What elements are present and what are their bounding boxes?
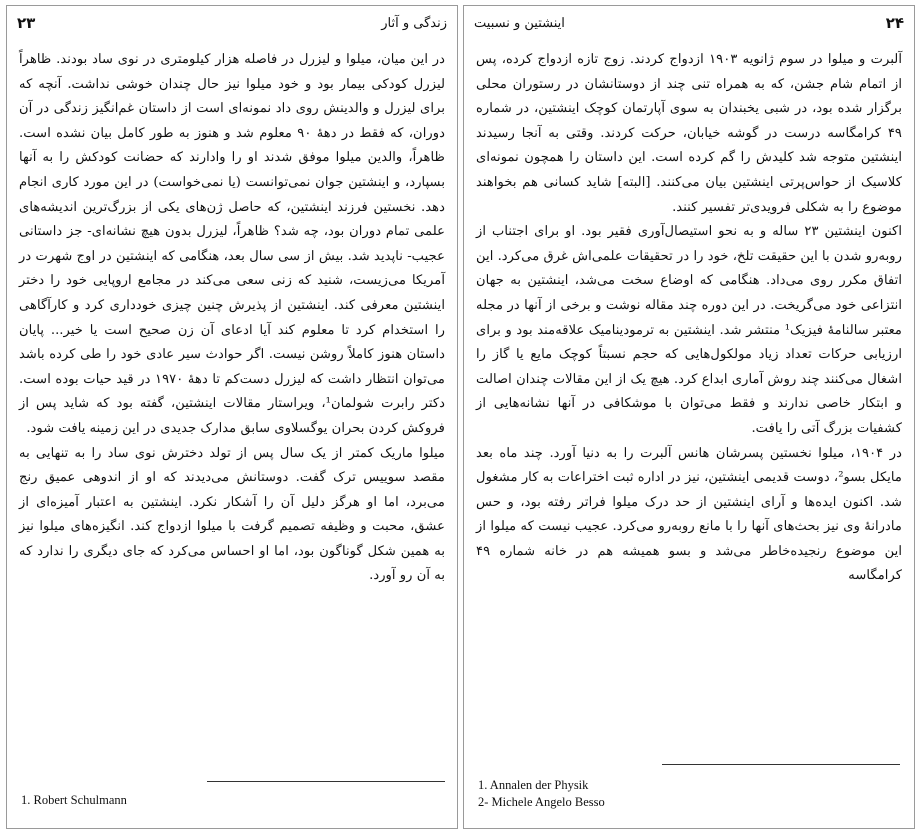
paragraph: آلبرت و میلوا در سوم ژانویه ۱۹۰۳ ازدواج کردند. زوج تازه ازدواج کرده، پس از اتمام شام جشن، که به همراه تنی چند از دوستانشان در رستوران محلی برگزار شده بود، در شبی یخبندان به سوی آپارتمان کوچک اینشتین، در شماره ۴۹ کرامگاسه درست در گوشه خیابان، حرکت کردند. وقتی به آنجا رسیدند اینشتین متوجه شد کلیدش را گم کرده است. این داستان را همچون نمونه‌ای کلاسیک از حواس‌پرتی اینشتین بیان می‌کنند. [البته] شاید کسانی هم بخواهند موضوع را به شکلی فرویدی‌تر تفسیر کنند. (476, 52, 902, 215)
page-number: ۲۴ (885, 14, 904, 32)
footnote: 1. Annalen der Physik (478, 778, 589, 792)
paragraph: در ۱۹۰۴، میلوا نخستین پسرشان هانس آلبرت را به دنیا آورد. چند ماه بعد مایکل بسو²، دوست قدیمی اینشتین، نیز در اداره ثبت اختراعات به کار مشغول شد. اکنون ایده‌ها و آرای اینشتین از حد درک میلوا فراتر رفته بود، و حس مادرانهٔ وی نیز بحث‌های آنها را با مانع روبه‌رو می‌کرد. عجیب نیست که میلوا از این موضوع رنجیده‌خاطر می‌شد و بسو همیشه هم در خانه شماره ۴۹ کرامگاسه (476, 445, 902, 584)
left-page (6, 5, 458, 829)
paragraph: اکنون اینشتین ۲۳ ساله و به نحو استیصال‌آوری فقیر بود. او برای اجتناب از روبه‌رو شدن با این حقیقت تلخ، خود را در تحقیقات علمی‌اش غرق می‌کرد. این اتفاق مکرر روی می‌داد. هنگامی که اوضاع سخت می‌شد، اینشتین به جهان انتزاعی خود می‌گریخت. در این دوره چند مقاله نوشت و برخی از آنها در مجله معتبر سالنامهٔ فیزیک¹ منتشر شد. اینشتین به ترمودینامیک علاقه‌مند بود و برای ارزیابی حرکات تعداد زیاد مولکول‌هایی که حجم نسبتاً کوچک مایع یا گاز را اشغال می‌کنند چند روش آماری ابداع کرد. هیچ یک از این مقالات چندان اصالت و ابتکار خاصی ندارند و فقط می‌توان با موشکافی در آنها نشانه‌هایی از کشفیات بزرگ آتی را یافت. (476, 224, 902, 436)
left-page-header (17, 12, 447, 34)
right-body-text (476, 48, 902, 589)
footnotes (478, 777, 605, 811)
footnote: 1. Robert Schulmann (21, 793, 127, 807)
running-head: اینشتین و نسبیت (474, 15, 565, 31)
right-page-header (474, 12, 904, 34)
footnotes (21, 792, 127, 809)
footnote-rule (662, 764, 900, 765)
paragraph: در این میان، میلوا و لیزرل در فاصله هزار کیلومتری در نوی ساد بودند. ظاهراً لیزرل کودکی بیمار بود و خود میلوا نیز حال چندان خوشی نداشت. آنچه که برای لیزرل و والدینش روی داد نمونه‌ای است از داستان غم‌انگیز زندگی در آن دوران، که فقط در دههٔ ۹۰ معلوم شد و هنوز به طور کامل بیان نشده است. ظاهراً، والدین میلوا موفق شدند او را وادارند که حضانت کودکش را به آنها بسپارد، و اینشتین جوان نمی‌توانست (یا نمی‌خواست) در این مورد کاری انجام دهد. نخستین فرزند اینشتین، که حاصل ژن‌های یکی از بزرگ‌ترین اندیشه‌های علمی تمام دوران بود، چه شد؟ ظاهراً، لیزرل بدون هیچ نشانه‌ای- جز داستانی عجیب- ناپدید شد. بیش از سی سال بعد، هنگامی که اینشتین در اوج شهرت در آمریکا می‌زیست، شنید که زنی سعی می‌کند در مجامع اروپایی خود را دختر اینشتین معرفی کند. اینشتین از پذیرش چنین چیزی خودداری کرد و کارآگاهی را استخدام کرد تا معلوم کند آیا ادعای آن زن صحیح است یا خیر... پایان داستان هنوز کاملاً روشن نیست. اگر حوادث سیر عادی خود را طی کرده باشد می‌توان انتظار داشت که لیزرل دست‌کم تا دههٔ ۱۹۷۰ در قید حیات بوده است. دکتر رابرت شولمان¹، ویراستار مقالات اینشتین، گفته بود که شاید پس از فروکش کردن بحران یوگسلاوی سابق مدارک جدیدی در این زمینه یافت شود. (19, 52, 446, 436)
footnote: 2- Michele Angelo Besso (478, 795, 605, 809)
running-head: زندگی و آثار (381, 15, 447, 31)
right-page (463, 5, 915, 829)
paragraph: میلوا ماریک کمتر از یک سال پس از تولد دخترش نوی ساد را به تنهایی به مقصد سوییس ترک گفت. دوستانش می‌دیدند که او از اندوهی عمیق رنج می‌برد، اما او هرگز دلیل آن را آشکار نکرد. اینشتین به اعتبار آمیزه‌ای از عشق، محبت و وظیفه تصمیم گرفت با میلوا ازدواج کند. انگیزه‌های میلوا نیز به همین شکل گوناگون بود، اما او احساس می‌کرد که جای دیگری را ندارد که به آن رو آورد. (19, 445, 445, 584)
left-body-text (19, 48, 445, 589)
page-number: ۲۳ (17, 14, 36, 32)
footnote-rule (207, 781, 445, 782)
